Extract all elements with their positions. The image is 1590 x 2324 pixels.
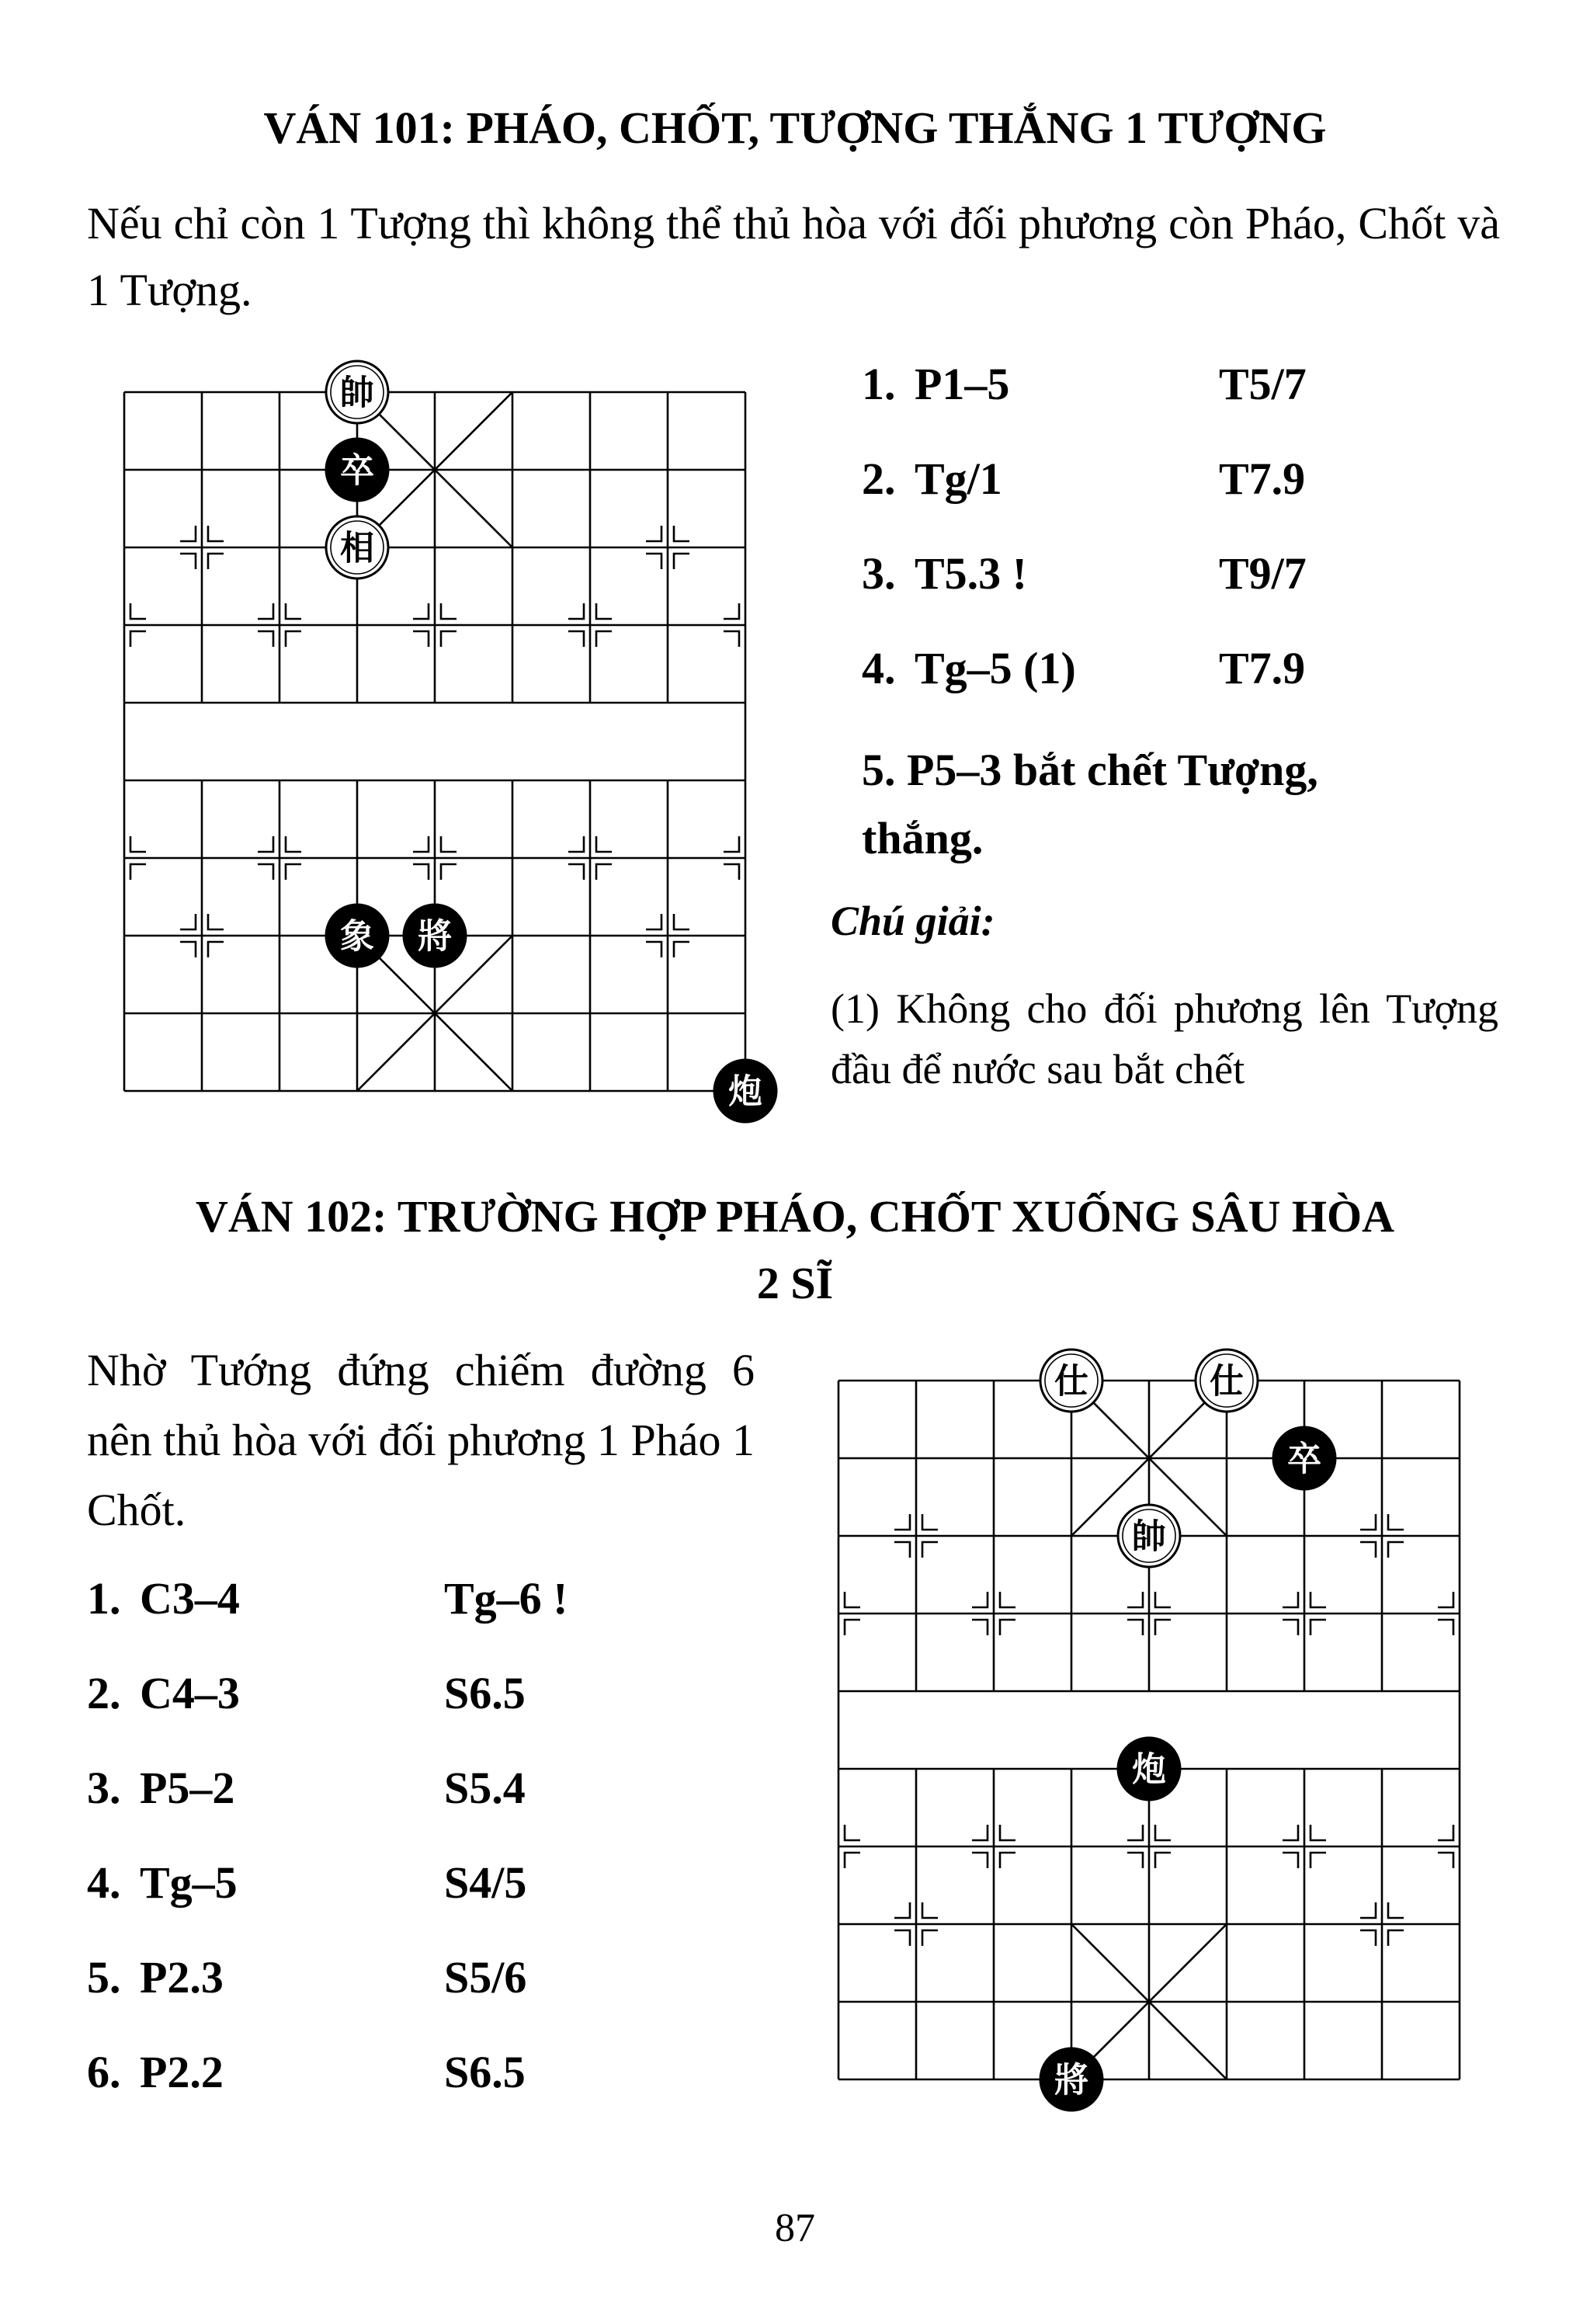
move-black: T7.9 <box>1219 643 1306 693</box>
game101-board <box>124 373 762 1112</box>
position-mark <box>894 1902 910 1918</box>
position-mark <box>922 1514 938 1530</box>
piece-char: 象 <box>340 916 374 957</box>
position-mark <box>674 526 689 541</box>
position-mark <box>922 1542 938 1558</box>
position-mark <box>1388 1542 1404 1558</box>
piece-red-advisor-left <box>1040 1350 1102 1412</box>
position-mark <box>1388 1514 1404 1530</box>
position-mark <box>1000 1825 1015 1840</box>
position-mark <box>894 1542 910 1558</box>
piece-black-general <box>1040 2048 1102 2110</box>
game102-board <box>838 1361 1460 2100</box>
move-no: 5. <box>87 1952 121 2003</box>
move-black: S5/6 <box>444 1952 527 2003</box>
piece-black-soldier <box>1273 1427 1335 1489</box>
position-mark <box>180 914 196 929</box>
position-mark <box>1360 1542 1376 1558</box>
move-row <box>87 1761 786 1856</box>
page-number: 87 <box>775 2206 815 2250</box>
piece-black-cannon <box>1118 1738 1180 1800</box>
game101-note: (1) Không cho đối phương lên Tượng đầu để nước sau bắt chết <box>831 985 1498 1093</box>
position-mark <box>1283 1825 1298 1840</box>
position-mark <box>845 1592 860 1607</box>
position-mark <box>568 836 584 852</box>
position-mark <box>596 603 612 619</box>
piece-char: 帥 <box>340 373 374 413</box>
position-mark <box>413 631 429 647</box>
game102-title-line2: 2 SĨ <box>756 1258 834 1308</box>
position-mark <box>180 942 196 957</box>
position-mark <box>724 631 739 647</box>
position-mark <box>646 554 661 569</box>
move-no: 1. <box>862 359 896 409</box>
piece-char: 將 <box>418 916 452 957</box>
position-mark <box>130 836 146 852</box>
position-mark <box>441 631 457 647</box>
position-mark <box>674 942 689 957</box>
position-mark <box>845 1825 860 1840</box>
position-mark <box>441 603 457 619</box>
move-row <box>87 1951 786 2045</box>
move-red: P1–5 <box>915 359 1010 409</box>
board-grid <box>838 1381 1460 2079</box>
position-mark <box>1155 1853 1171 1868</box>
position-mark <box>1438 1592 1453 1607</box>
position-mark <box>1283 1620 1298 1635</box>
position-mark <box>1127 1592 1143 1607</box>
move-row <box>862 452 1522 547</box>
position-mark <box>596 631 612 647</box>
move-black: T7.9 <box>1219 453 1306 504</box>
position-mark <box>286 864 301 880</box>
move-black: Tg–6 ! <box>444 1573 568 1624</box>
position-mark <box>646 526 661 541</box>
position-mark <box>674 554 689 569</box>
position-mark <box>258 631 273 647</box>
piece-black-general <box>404 905 466 967</box>
position-mark <box>894 1930 910 1946</box>
game101-intro: Nếu chỉ còn 1 Tượng thì không thể thủ hòa với đối phương còn Pháo, Chốt và 1 Tượng. <box>87 198 1500 315</box>
position-mark <box>208 554 224 569</box>
game101-moves <box>862 357 1522 873</box>
position-mark <box>1360 1514 1376 1530</box>
position-mark <box>1127 1620 1143 1635</box>
piece-red-general <box>1118 1505 1180 1567</box>
position-mark <box>180 526 196 541</box>
move-row <box>87 1856 786 1951</box>
move-no: 3. <box>862 548 896 599</box>
position-mark <box>922 1902 938 1918</box>
move-red: P2.3 <box>140 1952 224 2003</box>
position-mark <box>1000 1620 1015 1635</box>
position-mark <box>596 864 612 880</box>
position-mark <box>1283 1592 1298 1607</box>
position-mark <box>1438 1853 1453 1868</box>
move-red: T5.3 ! <box>915 548 1027 599</box>
move-row <box>862 641 1522 736</box>
move-black: S6.5 <box>444 1668 526 1718</box>
move-red: P2.2 <box>140 2047 224 2097</box>
piece-black-cannon <box>714 1060 776 1122</box>
game102-title <box>0 1183 1590 1317</box>
position-mark <box>1360 1930 1376 1946</box>
position-mark <box>1155 1825 1171 1840</box>
position-mark <box>258 603 273 619</box>
piece-char: 將 <box>1054 2060 1088 2100</box>
move-no: 4. <box>862 643 896 693</box>
position-mark <box>208 526 224 541</box>
position-mark <box>724 864 739 880</box>
piece-black-elephant <box>326 905 388 967</box>
position-mark <box>568 603 584 619</box>
game102-title-line1: VÁN 102: TRƯỜNG HỢP PHÁO, CHỐT XUỐNG SÂU HÒA <box>195 1191 1395 1242</box>
position-mark <box>208 914 224 929</box>
game101-note-heading: Chú giải: <box>831 898 995 944</box>
position-mark <box>441 836 457 852</box>
move-row <box>87 1572 786 1666</box>
move-red: Tg–5 <box>140 1857 238 1908</box>
position-mark <box>180 554 196 569</box>
move-no: 2. <box>87 1668 121 1718</box>
move-row <box>87 2045 786 2140</box>
position-mark <box>286 836 301 852</box>
piece-char: 仕 <box>1054 1361 1088 1402</box>
piece-char: 卒 <box>340 450 374 491</box>
position-mark <box>568 631 584 647</box>
move-red: Tg/1 <box>915 453 1002 504</box>
board-grid <box>124 392 745 1091</box>
position-mark <box>894 1514 910 1530</box>
move-no: 6. <box>87 2047 121 2097</box>
position-mark <box>1438 1825 1453 1840</box>
game101-title: VÁN 101: PHÁO, CHỐT, TƯỢNG THẮNG 1 TƯỢNG <box>263 102 1327 153</box>
move-red: P5–2 <box>140 1763 235 1813</box>
position-mark <box>441 864 457 880</box>
position-mark <box>1388 1902 1404 1918</box>
position-mark <box>1311 1825 1326 1840</box>
position-mark <box>646 914 661 929</box>
piece-char: 卒 <box>1287 1439 1321 1479</box>
position-mark <box>845 1853 860 1868</box>
position-mark <box>922 1930 938 1946</box>
move-5: 5. P5–3 bắt chết Tượng, thắng. <box>862 745 1318 863</box>
position-mark <box>1311 1592 1326 1607</box>
position-mark <box>972 1592 988 1607</box>
piece-char: 相 <box>340 528 374 568</box>
move-black: S4/5 <box>444 1857 527 1908</box>
position-mark <box>413 603 429 619</box>
move-row <box>862 357 1522 452</box>
position-mark <box>413 836 429 852</box>
piece-char: 炮 <box>1132 1749 1166 1790</box>
move-row <box>862 547 1522 641</box>
piece-red-elephant <box>326 516 388 578</box>
position-mark <box>972 1853 988 1868</box>
move-black: T9/7 <box>1219 548 1307 599</box>
position-mark <box>674 914 689 929</box>
position-mark <box>1000 1853 1015 1868</box>
game102-intro: Nhờ Tướng đứng chiếm đường 6 nên thủ hòa với đối phương 1 Pháo 1 Chốt. <box>87 1345 755 1535</box>
position-mark <box>1000 1592 1015 1607</box>
position-mark <box>724 836 739 852</box>
piece-char: 帥 <box>1132 1516 1166 1557</box>
move-red: C3–4 <box>140 1573 240 1624</box>
position-mark <box>130 631 146 647</box>
move-no: 4. <box>87 1857 121 1908</box>
position-mark <box>1283 1853 1298 1868</box>
piece-red-advisor-right <box>1196 1350 1258 1412</box>
position-mark <box>286 631 301 647</box>
move-black: S5.4 <box>444 1763 526 1813</box>
position-mark <box>208 942 224 957</box>
position-mark <box>1127 1853 1143 1868</box>
position-mark <box>1155 1620 1171 1635</box>
position-mark <box>1311 1853 1326 1868</box>
position-mark <box>1311 1620 1326 1635</box>
move-no: 2. <box>862 453 896 504</box>
position-mark <box>972 1620 988 1635</box>
position-mark <box>130 864 146 880</box>
position-mark <box>596 836 612 852</box>
position-mark <box>286 603 301 619</box>
position-mark <box>413 864 429 880</box>
position-mark <box>724 603 739 619</box>
piece-char: 炮 <box>728 1072 762 1112</box>
piece-char: 仕 <box>1210 1361 1244 1402</box>
move-black: S6.5 <box>444 2047 526 2097</box>
move-no: 1. <box>87 1573 121 1624</box>
position-mark <box>1360 1902 1376 1918</box>
move-red: Tg–5 (1) <box>915 643 1076 693</box>
move-row <box>87 1666 786 1761</box>
position-mark <box>646 942 661 957</box>
move-no: 3. <box>87 1763 121 1813</box>
position-mark <box>1438 1620 1453 1635</box>
piece-black-soldier <box>326 439 388 501</box>
position-mark <box>1155 1592 1171 1607</box>
position-mark <box>568 864 584 880</box>
position-mark <box>130 603 146 619</box>
position-mark <box>972 1825 988 1840</box>
piece-red-general <box>326 361 388 423</box>
game102-moves <box>87 1572 786 2140</box>
position-mark <box>1388 1930 1404 1946</box>
position-mark <box>258 864 273 880</box>
position-mark <box>1127 1825 1143 1840</box>
position-mark <box>258 836 273 852</box>
move-red: C4–3 <box>140 1668 240 1718</box>
move-black: T5/7 <box>1219 359 1307 409</box>
position-mark <box>845 1620 860 1635</box>
